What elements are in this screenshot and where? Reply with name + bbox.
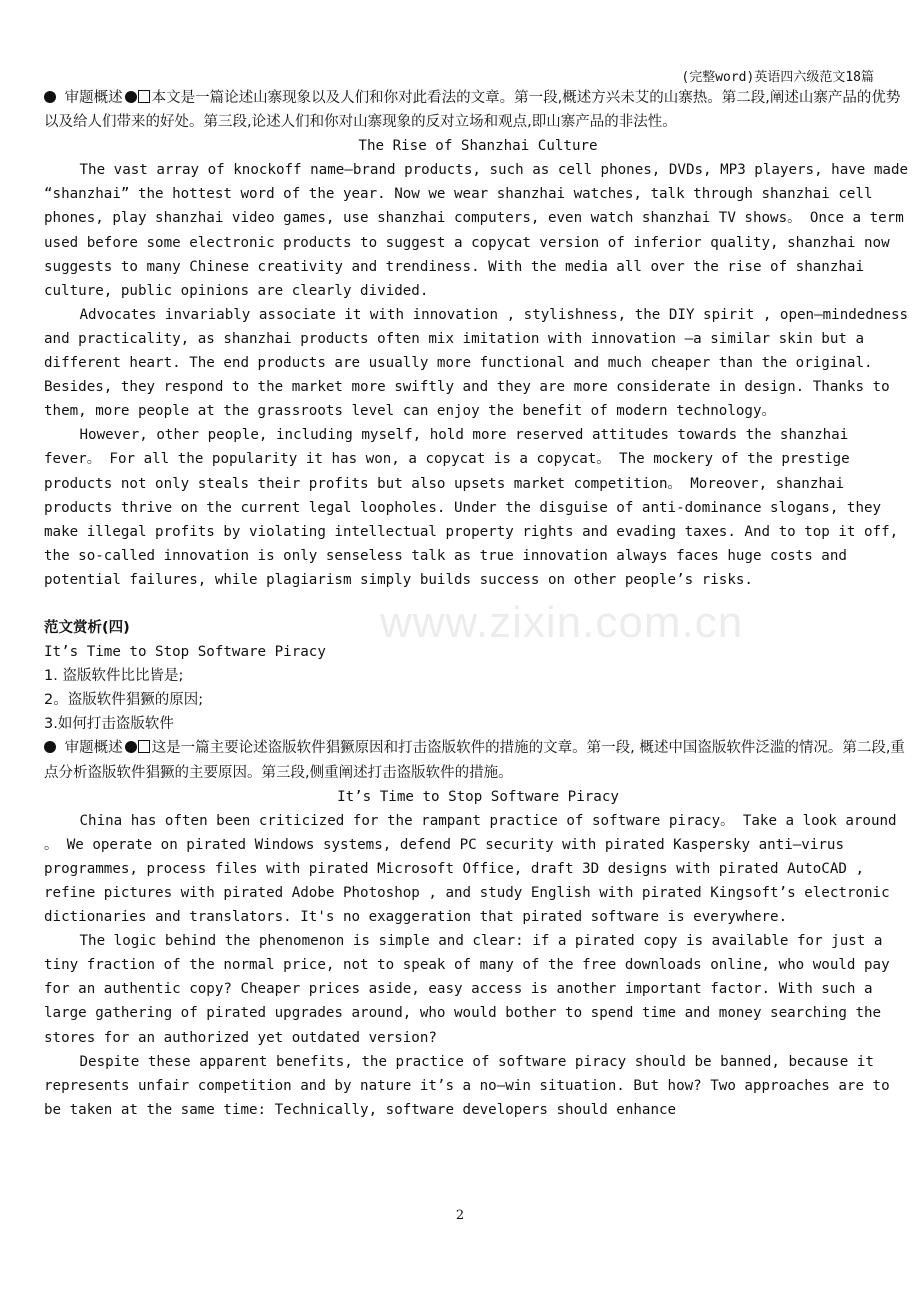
spacer <box>44 592 912 616</box>
paragraph: However, other people, including myself, hold more reserved attitudes towards the shanzhai fever。 For all the popularity it has won, a copycat is a copycat。 The mockery of the prestige products not only steals their profits but also upsets market competition。 Moreover, shanzhai products thrive on the current legal loopholes. Under the disguise of anti-dominance slogans, they make illegal profits by violating intellectual property rights and evading taxes. And to top it off, the so-called innovation is only senseless talk as true innovation always faces huge costs and potential failures, while plagiarism simply builds success on other people’s risks. <box>44 427 899 588</box>
summary-label: 审题概述 <box>64 90 123 106</box>
bullet-icon <box>44 91 56 103</box>
paragraph: China has often been criticized for the rampant practice of software piracy。 Take a look around 。 We operate on pirated Windows systems, defend PC security with pirated Kaspersky anti—virus programmes, process files with pirated Microsoft Office, draft 3D designs with pirated AutoCAD , refine pictures with pirated Adobe Photoshop , and study English with pirated Kingsoft’s electronic dictionaries and translators. It's no exaggeration that pirated software is everywhere. <box>44 812 897 926</box>
paragraph: The logic behind the phenomenon is simple and clear: if a pirated copy is available for just a tiny fraction of the normal price, not to speak of many of the free downloads online, who would pay for an authentic copy? Cheaper prices aside, easy access is another important factor. With such a large gathering of pirated upgrades around, who would bother to spend time and money searching the stores for an authorized yet outdated version? <box>44 933 890 1046</box>
outline-item: 3.如何打击盗版软件 <box>44 716 174 733</box>
box-icon <box>138 740 150 753</box>
bullet-icon <box>125 91 137 103</box>
document-body <box>44 86 912 1122</box>
section-heading: 范文赏析(四) <box>44 619 130 636</box>
outline-item: 1. 盗版软件比比皆是; <box>44 668 184 685</box>
outline-item: 2。盗版软件猖獗的原因; <box>44 692 204 709</box>
bullet-icon <box>125 741 137 753</box>
section-subtitle: It’s Time to Stop Software Piracy <box>44 644 326 661</box>
page-number: 2 <box>455 1208 465 1223</box>
watermark: www.zixin.com.cn <box>380 598 744 647</box>
summary-label: 审题概述 <box>64 740 123 757</box>
paragraph: The vast array of knockoff name—brand products, such as cell phones, DVDs, MP3 players, have made “shanzhai” the hottest word of the year. Now we wear shanzhai watches, talk through shanzhai cell phones, play shanzhai video games, use shanzhai computers, even watch shanzhai TV shows。 Once a term used before some electronic products to suggest a copycat version of inferior quality, shanzhai now suggests to many Chinese creativity and trendiness. With the media all over the rise of shanzhai culture, public opinions are clearly divided. <box>44 162 909 299</box>
bullet-icon <box>44 741 56 753</box>
summary-1 <box>44 86 912 134</box>
paragraph: Despite these apparent benefits, the practice of software piracy should be banned, because it represents unfair competition and by nature it’s a no—win situation. But how? Two approaches are to be taken at the same time: Technically, software developers should enhance <box>44 1053 890 1118</box>
page-header: (完整word)英语四六级范文18篇 <box>681 70 874 85</box>
summary-text: 本文是一篇论述山寨现象以及人们和你对此看法的文章。第一段,概述方兴未艾的山寨热。第二段,阐述山寨产品的优势以及给人们带来的好处。第三段,论述人们和你对山寨现象的反对立场和观点,即山寨产品的非法性。 <box>44 90 901 131</box>
essay-title: The Rise of Shanzhai Culture <box>358 138 598 155</box>
paragraph: Advocates invariably associate it with innovation , stylishness, the DIY spirit , open—mindedness and practicality, as shanzhai products often mix imitation with innovation —a similar skin but a different heart. The end products are usually more functional and much cheaper than the original. Besides, they respond to the market more swiftly and they are more considerate in design. Thanks to them, more people at the grassroots level can enjoy the benefit of modern technology。 <box>44 306 909 420</box>
summary-2 <box>44 736 912 784</box>
summary-text: 这是一篇主要论述盗版软件猖獗原因和打击盗版软件的措施的文章。第一段, 概述中国盗版软件泛滥的情况。第二段,重点分析盗版软件猖獗的主要原因。第三段,侧重阐述打击盗版软件的措施。 <box>44 740 905 781</box>
box-icon <box>138 90 150 103</box>
essay-title: It’s Time to Stop Software Piracy <box>337 788 619 805</box>
